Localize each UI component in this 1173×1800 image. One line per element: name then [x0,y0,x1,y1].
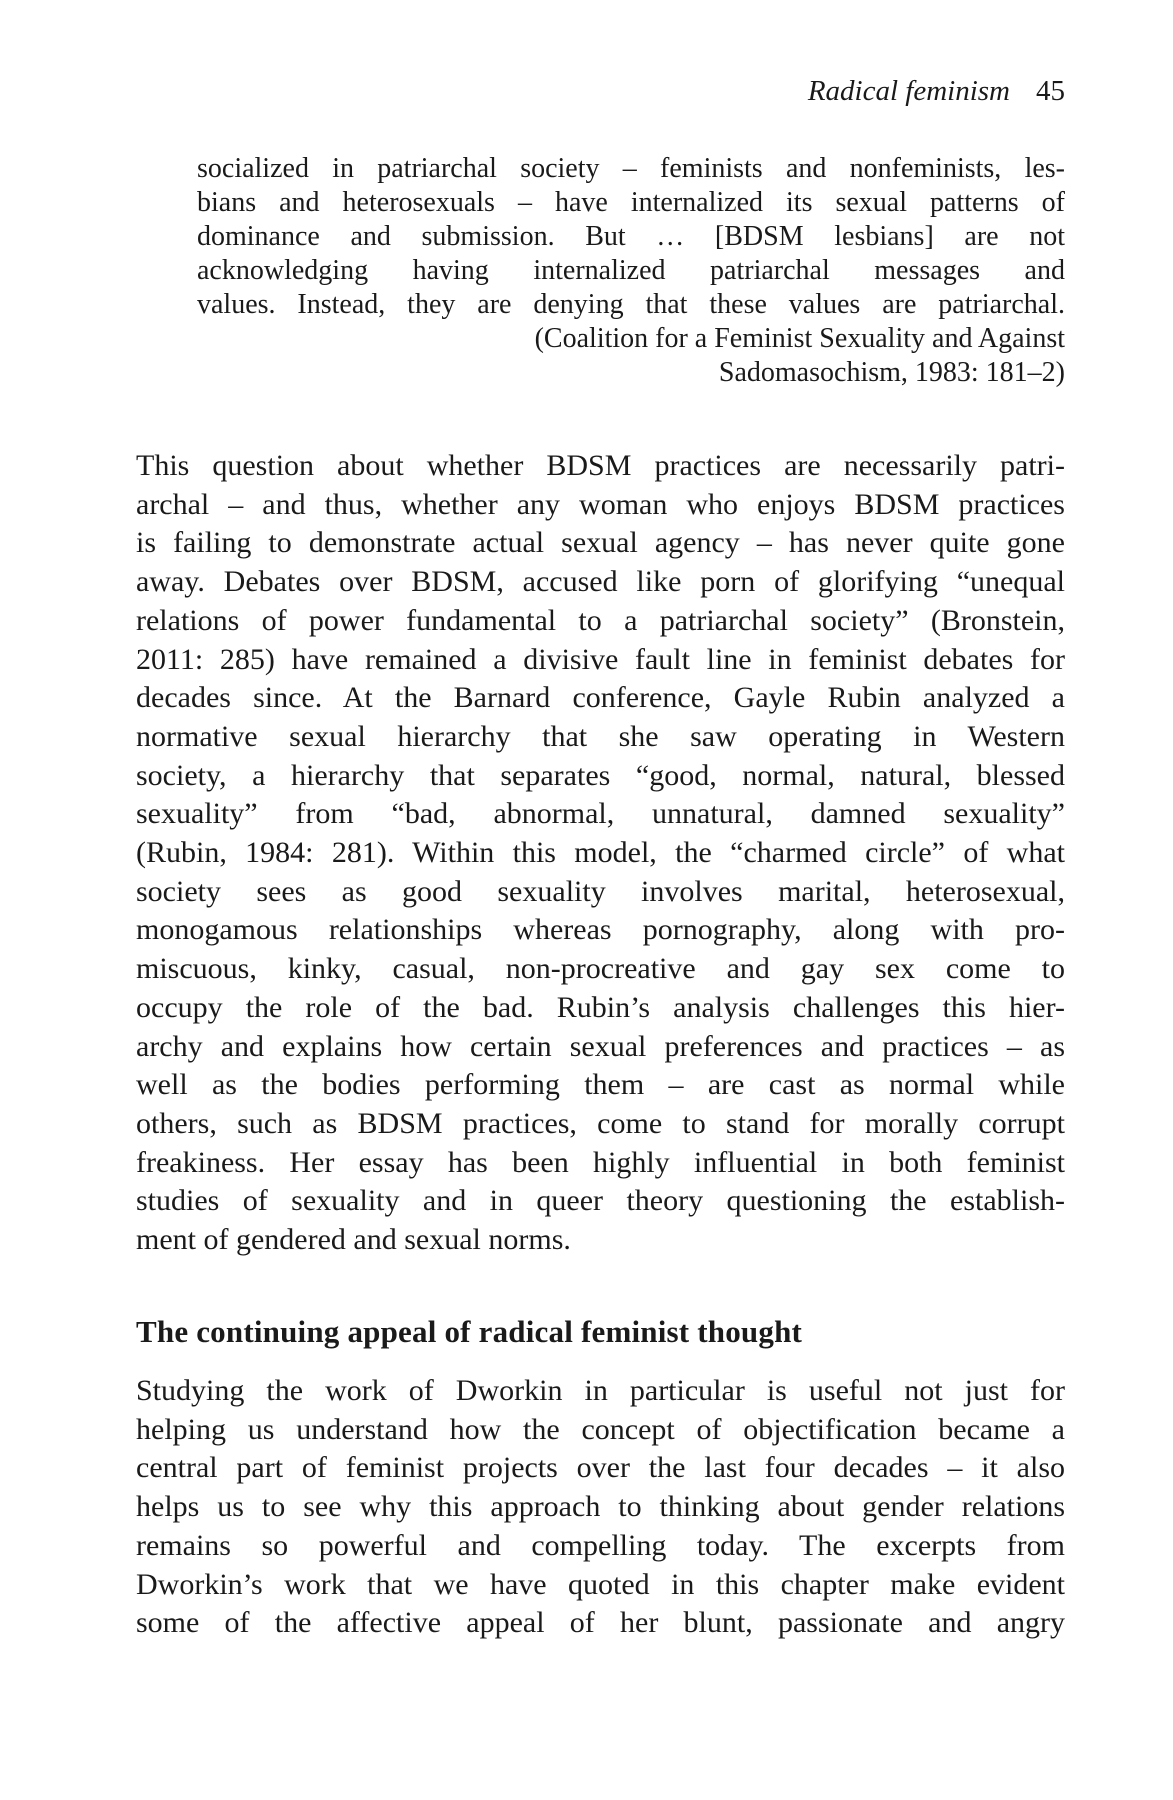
quote-line: dominance and submission. But … [BDSM lesbians] are not [197,221,1065,252]
text-line: relations of power fundamental to a patriarchal society” (Bronstein, [136,603,1065,637]
text-line: is failing to demonstrate actual sexual agency – has never quite gone [136,526,1065,560]
section-heading: The continuing appeal of radical feminist thought [136,1314,803,1349]
text-line: Dworkin’s work that we have quoted in this chapter make evident [136,1567,1065,1601]
quote-line: Sadomasochism, 1983: 181–2) [718,357,1065,388]
running-header [136,74,1065,108]
text-line: 2011: 285) have remained a divisive fault line in feminist debates for [136,642,1065,676]
text-line: (Rubin, 1984: 281). Within this model, the “charmed circle” of what [136,836,1065,870]
text-line: studies of sexuality and in queer theory questioning the establish- [136,1184,1065,1218]
block-quote [197,152,1065,390]
page-number: 45 [1036,75,1065,107]
body-paragraph-2 [136,1372,1065,1643]
text-line: some of the affective appeal of her blunt, passionate and angry [136,1606,1065,1640]
text-line: ment of gendered and sexual norms. [136,1223,571,1257]
text-line: helping us understand how the concept of objectification became a [136,1412,1065,1446]
text-line: normative sexual hierarchy that she saw operating in Western [136,719,1065,753]
text-line: remains so powerful and compelling today. The excerpts from [136,1528,1065,1562]
text-line: miscuous, kinky, casual, non-procreative and gay sex come to [136,952,1065,986]
text-line: well as the bodies performing them – are cast as normal while [136,1068,1065,1102]
quote-line: socialized in patriarchal society – feminists and nonfeminists, les- [197,153,1065,184]
text-line: monogamous relationships whereas pornography, along with pro- [136,913,1065,947]
text-line: archy and explains how certain sexual preferences and practices – as [136,1029,1065,1063]
text-line: central part of feminist projects over the last four decades – it also [136,1451,1065,1485]
text-line: decades since. At the Barnard conference, Gayle Rubin analyzed a [136,681,1065,715]
quote-line: values. Instead, they are denying that these values are patriarchal. [197,289,1065,320]
running-header-title: Radical feminism [807,75,1010,107]
text-line: helps us to see why this approach to thinking about gender relations [136,1490,1065,1524]
quote-line: (Coalition for a Feminist Sexuality and Against [534,323,1065,354]
text-line: society sees as good sexuality involves marital, heterosexual, [136,874,1065,908]
text-line: Studying the work of Dworkin in particular is useful not just for [136,1374,1065,1407]
body-paragraph-1 [136,447,1065,1260]
text-line: freakiness. Her essay has been highly influential in both feminist [136,1145,1065,1179]
text-line: archal – and thus, whether any woman who enjoys BDSM practices [136,487,1065,521]
text-line: This question about whether BDSM practices are necessarily patri- [136,449,1065,482]
text-line: sexuality” from “bad, abnormal, unnatural, damned sexuality” [136,797,1065,831]
quote-line: bians and heterosexuals – have internalized its sexual patterns of [197,187,1065,218]
text-line: society, a hierarchy that separates “good, normal, natural, blessed [136,758,1065,792]
text-line: others, such as BDSM practices, come to stand for morally corrupt [136,1106,1065,1140]
text-line: away. Debates over BDSM, accused like porn of glorifying “unequal [136,565,1065,599]
quote-line: acknowledging having internalized patriarchal messages and [197,255,1065,286]
text-line: occupy the role of the bad. Rubin’s analysis challenges this hier- [136,990,1065,1024]
